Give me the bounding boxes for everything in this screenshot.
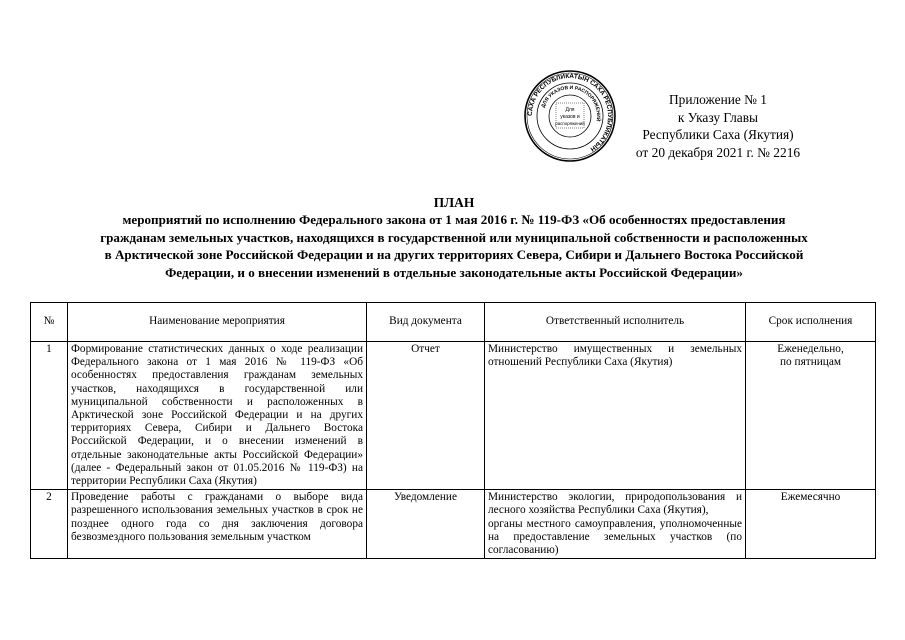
executor <box>485 490 746 559</box>
executor-part-1: Министерство экологии, природопользования и лесного хозяйства Республики Саха (Якутия), <box>488 491 742 517</box>
table-header-row <box>31 303 876 342</box>
stamp-center-line-1: Для <box>565 107 575 113</box>
appendix-reference <box>618 91 818 161</box>
document-type: Уведомление <box>367 490 485 559</box>
official-seal-stamp <box>524 70 616 162</box>
plan-table <box>30 302 876 559</box>
table-row <box>31 342 876 490</box>
plan-subtitle <box>30 211 878 281</box>
appendix-line-2: к Указу Главы <box>677 109 759 125</box>
header-executor: Ответственный исполнитель <box>485 303 746 342</box>
deadline-line-1: Еженедельно, <box>777 343 844 355</box>
executor: Министерство имущественных и земельных отношений Республики Саха (Якутия) <box>485 342 746 490</box>
activity-name: Формирование статистических данных о ходе реализации Федерального закона от 1 мая 2016 № 119-ФЗ «Об особенностях предоставления гражданам земельных участков, находящихся в государственной или муниципальной собственности и расположенных в Арктической зоне Российской Федерации и на других территориях Севера, Сибири и Дальнего Востока Российской Федерации, и о внесении изменений в отдельные законодательные акты Российской Федерации» (далее - Федеральный закон от 01.05.2016 № 119-ФЗ) на территории Республики Саха (Якутия) <box>68 342 367 490</box>
subtitle-line-2: гражданам земельных участков, находящихся в государственной или муниципальной собственности и расположенных <box>100 229 808 245</box>
stamp-center-line-2: указов и <box>560 114 580 120</box>
deadline: Ежемесячно <box>746 490 876 559</box>
header-document-type: Вид документа <box>367 303 485 342</box>
executor-part-2: органы местного самоуправления, уполномоченные на предоставление земельных участков (по согласованию) <box>488 517 742 557</box>
plan-heading: ПЛАН <box>433 195 475 210</box>
document-type: Отчет <box>367 342 485 490</box>
header-deadline: Срок исполнения <box>746 303 876 342</box>
appendix-line-1: Приложение № 1 <box>668 92 768 107</box>
subtitle-line-3: в Арктической зоне Российской Федерации и на других территориях Севера, Сибири и Дальнего Востока Российской <box>104 247 804 263</box>
deadline-line-2: по пятницам <box>780 356 841 369</box>
stamp-outer-text: САХА РЕСПУБЛИКАТЫН САХА РЕСПУБЛИКАТЫН <box>526 72 614 153</box>
appendix-line-4: от 20 декабря 2021 г. № 2216 <box>635 144 801 160</box>
row-number: 1 <box>31 342 68 490</box>
stamp-center-line-3: распоряжений <box>555 121 585 126</box>
header-number: № <box>31 303 68 342</box>
appendix-line-3: Республики Саха (Якутия) <box>642 127 794 142</box>
deadline <box>746 342 876 490</box>
table-row <box>31 490 876 559</box>
row-number: 2 <box>31 490 68 559</box>
subtitle-line-4: Федерации, и о внесении изменений в отдельные законодательные акты Российской Федерации» <box>165 264 743 280</box>
activity-name: Проведение работы с гражданами о выборе вида разрешенного использования земельных участков в срок не позднее одного года со дня заключения договора безвозмездного пользования земельным участком <box>68 490 367 559</box>
document-title <box>30 194 878 281</box>
subtitle-line-1: мероприятий по исполнению Федерального закона от 1 мая 2016 г. № 119-ФЗ «Об особенностях предоставления <box>122 212 786 227</box>
header-activity-name: Наименование мероприятия <box>68 303 367 342</box>
stamp-inner-text: ДЛЯ УКАЗОВ И РАСПОРЯЖЕНИЙ <box>540 84 602 122</box>
